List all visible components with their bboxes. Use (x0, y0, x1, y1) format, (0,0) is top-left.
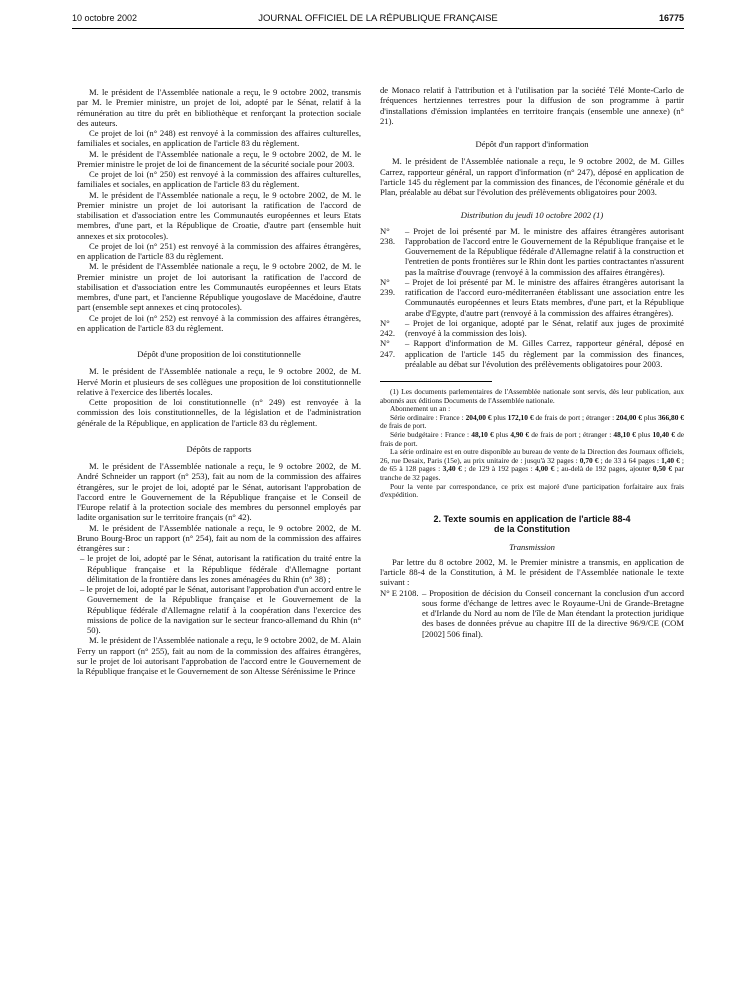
item-number: N° 239. (380, 276, 396, 297)
footnote-prix-unitaire: La série ordinaire est en outre disponible au bureau de vente de la Direction des Journaux officiels, 26, rue Desaix, Paris (15e), au prix unitaire de : jusqu'à 32 pages : 0,70 € ; de 33 à 64 pages : 1,40 € ; de 65 à 128 pages : 3,40 € ; de 129 à 192 pages : 4,00 € ; au-delà de 192 pages, ajouter 0,50 € par tranche de 32 pages. (380, 447, 684, 482)
paragraph: M. le président de l'Assemblée nationale a reçu, le 9 octobre 2002, de M. Hervé Morin et plusieurs de ses collègues une proposition de loi constitutionnelle relative à l'exercice des libertés locales. (77, 366, 361, 397)
paragraph: M. le président de l'Assemblée nationale a reçu, le 9 octobre 2002, de M. le Premier ministre un projet de loi autorisant la ratification de l'accord de stabilisation et d'association entre les Communautés européennes et leurs Etats membres, d'une part, et la République de Croatie, d'autre part (ensemble huit annexes et six protocoles). (77, 189, 361, 241)
item-text: – Proposition de décision du Conseil concernant la conclusion d'un accord sous forme d'échange de lettres avec le Royaume-Uni de Grande-Bretagne et d'Irlande du Nord au nom de l'île de Man étendant la protection juridique des bases de données prévue au chapitre III de la directive 96/9/CE (COM [2002] 506 final). (422, 587, 684, 639)
section-2-line-1: 2. Texte soumis en application de l'article 88-4 (433, 513, 631, 524)
list-item (380, 338, 684, 369)
paragraph: M. le président de l'Assemblée nationale a reçu, le 9 octobre 2002, de M. Gilles Carrez, rapporteur général, un rapport d'information (n° 247), déposé en application de l'article 145 du règlement par la commission des finances, de l'économie générale et du Plan, préalable au débat sur l'évolution des prélèvements obligatoires pour 2003. (380, 156, 684, 197)
transmission-heading: Transmission (509, 541, 555, 552)
item-number: N° 242. (380, 317, 396, 338)
footnote-serie-ordinaire: Série ordinaire : France : 204,00 € plus 172,10 € de frais de port ; étranger : 204,00 € plus 366,80 € de frais de port. (380, 412, 684, 431)
section-heading: Dépôt d'une proposition de loi constitutionnelle (137, 349, 301, 359)
paragraph: M. le président de l'Assemblée nationale a reçu, le 9 octobre 2002, de M. André Schneider un rapport (n° 253), fait au nom de la commission des affaires étrangères, sur le projet de loi, adopté par le Sénat, autorisant l'approbation de l'accord entre le Gouvernement de la République française et le Conseil de l'Europe relatif à la protection sociale des membres du personnel employés par ladite organisation sur le territoire français (n° 42). (77, 461, 361, 523)
paragraph: Ce projet de loi (n° 251) est renvoyé à la commission des affaires étrangères, en application de l'article 83 du règlement. (77, 240, 361, 261)
page-header (72, 13, 684, 27)
list-item (380, 277, 684, 318)
item-number: N° 238. (380, 225, 396, 246)
left-column (77, 87, 361, 676)
paragraph: M. le président de l'Assemblée nationale a reçu, le 9 octobre 2002, de M. le Premier ministre un projet de loi autorisant la ratification de l'accord de stabilisation et d'association entre les Communautés européennes et leurs Etats membres, d'une part, et l'ancienne République yougoslave de Macédoine, d'autre part (ensemble sept annexes et cinq protocoles). (77, 261, 361, 313)
list-item (380, 318, 684, 339)
section-2-line-2: de la Constitution (494, 523, 570, 534)
section-2-heading (380, 514, 684, 534)
footnote-abonnement: Abonnement un an : (390, 404, 451, 414)
distribution-heading: Distribution du jeudi 10 octobre 2002 (1) (460, 210, 604, 221)
footnote-rule (380, 381, 492, 382)
paragraph: Par lettre du 8 octobre 2002, M. le Premier ministre a transmis, en application de l'article 88-4 de la Constitution, à M. le président de l'Assemblée nationale le texte suivant : (380, 556, 684, 588)
header-page-number: 16775 (658, 13, 684, 23)
paragraph: M. le président de l'Assemblée nationale a reçu, le 9 octobre 2002, de M. le Premier ministre le projet de loi de financement de la sécurité sociale pour 2003. (77, 148, 361, 169)
footnote-vente: Pour la vente par correspondance, ce prix est majoré d'une participation forfaitaire aux frais d'expédition. (380, 481, 684, 500)
list-item (380, 588, 684, 639)
footnote (380, 388, 684, 500)
right-column (380, 85, 684, 639)
paragraph: Ce projet de loi (n° 248) est renvoyé à la commission des affaires culturelles, familiales et sociales, en application de l'article 83 du règlement. (77, 128, 361, 149)
item-number: N° E 2108. (380, 587, 419, 598)
header-title: JOURNAL OFFICIEL DE LA RÉPUBLIQUE FRANÇAISE (258, 13, 498, 24)
paragraph: M. le président de l'Assemblée nationale a reçu, le 9 octobre 2002, de M. Alain Ferry un rapport (n° 255), fait au nom de la commission des affaires étrangères, sur le projet de loi autorisant l'approbation de l'accord entre le Gouvernement de la République française et le Gouvernement de son Altesse Sérénissime le Prince (77, 635, 361, 676)
footnote-note: (1) Les documents parlementaires de l'Assemblée nationale sont servis, dès leur publication, aux abonnés aux éditions Documents de l'Assemblée nationale. (380, 387, 684, 405)
header-rule (72, 28, 684, 29)
paragraph: M. le président de l'Assemblée nationale a reçu, le 9 octobre 2002, transmis par M. le Premier ministre, un projet de loi, adopté par le Sénat, relatif à la rémunération au titre du prêt en bibliothèque et renforçant la protection sociale des auteurs. (77, 87, 361, 128)
list-item (380, 226, 684, 277)
header-date: 10 octobre 2002 (72, 13, 138, 23)
paragraph: Cette proposition de loi constitutionnelle (n° 249) est renvoyée à la commission des lois constitutionnelles, de la législation et de l'administration générale de la République, en application de l'article 83 du règlement. (77, 397, 361, 428)
footnote-serie-budgetaire: Série budgétaire : France : 48,10 € plus 4,90 € de frais de port ; étranger : 48,10 € plus 10,40 € de frais de port. (380, 429, 685, 448)
paragraph: Ce projet de loi (n° 250) est renvoyé à la commission des affaires culturelles, familiales et sociales, en application de l'article 83 du règlement. (77, 169, 361, 190)
paragraph: M. le président de l'Assemblée nationale a reçu, le 9 octobre 2002, de M. Bruno Bourg-Broc un rapport (n° 254), fait au nom de la commission des affaires étrangères sur : (77, 522, 361, 553)
section-heading: Dépôts de rapports (186, 443, 252, 454)
dash-item: – le projet de loi, adopté par le Sénat, autorisant la ratification du traité entre la République française et la République fédérale d'Allemagne portant délimitation de la frontière dans les zones aménagées du Rhin (n° 38) ; (80, 553, 361, 584)
paragraph: de Monaco relatif à l'attribution et à l'utilisation par la société Télé Monte-Carlo de fréquences hertziennes terrestres pour la diffusion de son programme à partir d'installations d'émission implantées en territoire français (ensemble une annexe) (n° 21). (380, 85, 684, 126)
item-number: N° 247. (380, 338, 396, 359)
paragraph: Ce projet de loi (n° 252) est renvoyé à la commission des affaires étrangères, en application de l'article 83 du règlement. (77, 312, 361, 333)
item-text: – Projet de loi présenté par M. le ministre des affaires étrangères autorisant l'approbation de l'accord entre le Gouvernement de la République française et le Gouvernement de la République fédérale d'Allemagne relatif à la construction et l'entretien de ponts frontières sur le Rhin dont les parties contractantes n'assurent pas la maîtrise d'ouvrage (renvoyé à la commission des affaires étrangères). (405, 225, 684, 277)
item-text: – Rapport d'information de M. Gilles Carrez, rapporteur général, déposé en application de l'article 145 du règlement par la commission des finances, préalable au débat sur l'évolution des prélèvements obligatoires pour 2003. (405, 338, 684, 369)
item-text: – Projet de loi organique, adopté par le Sénat, relatif aux juges de proximité (renvoyé à la commission des lois). (405, 317, 684, 338)
dash-item: – le projet de loi, adopté par le Sénat, autorisant l'approbation d'un accord entre le Gouvernement de la République française et le Gouvernement de la République fédérale d'Allemagne relatif à la coopération dans l'exercice des missions de police de la navigation sur le secteur franco-allemand du Rhin (n° 50). (80, 584, 361, 635)
item-text: – Projet de loi présenté par M. le ministre des affaires étrangères autorisant la ratification de l'accord euro-méditerranéen établissant une association entre les Communautés européennes et leurs Etats membres, d'une part, et la République arabe d'Egypte, d'autre part (renvoyé à la commission des affaires étrangères). (405, 276, 684, 318)
section-heading: Dépôt d'un rapport d'information (475, 139, 589, 149)
